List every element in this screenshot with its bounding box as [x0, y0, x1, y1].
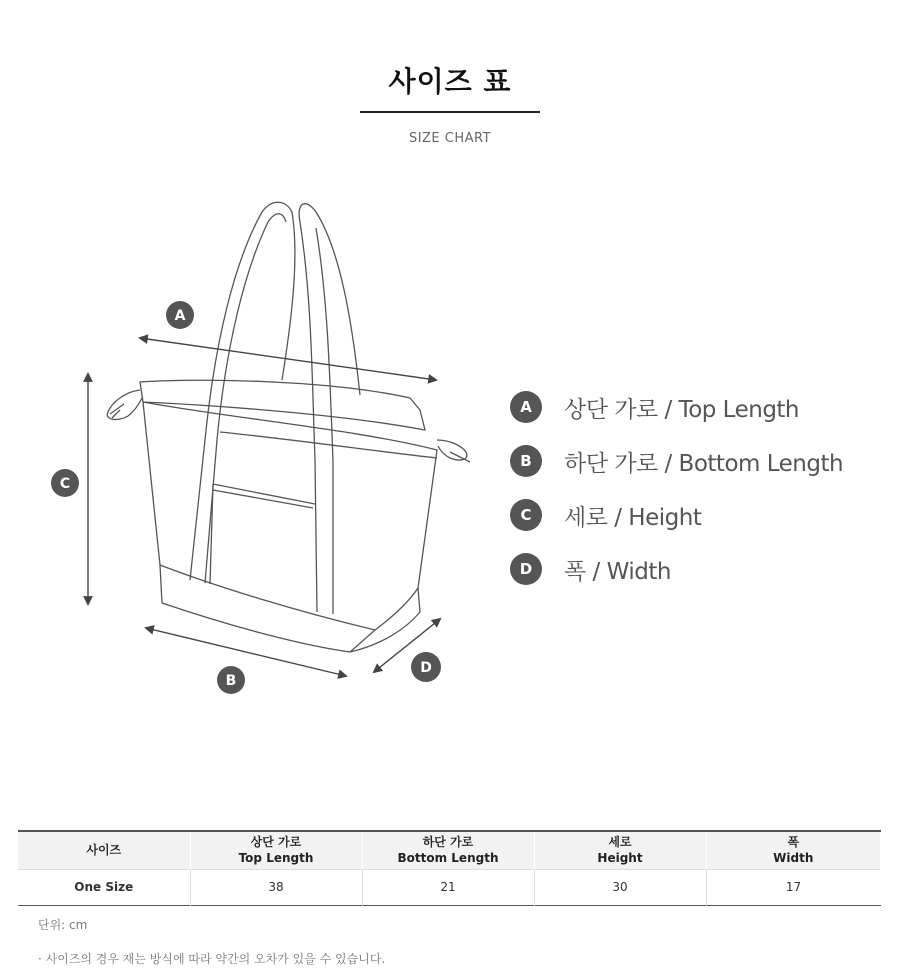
legend-label: 하단 가로 / Bottom Length — [564, 450, 844, 477]
bag-bottom — [160, 565, 420, 652]
legend-item-top-length — [510, 380, 843, 434]
legend-label: 세로 / Height — [564, 504, 702, 531]
page-title: 사이즈 표 — [388, 65, 512, 98]
measurement-legend — [510, 380, 843, 596]
bag-body — [143, 402, 437, 630]
cell-height: 30 — [534, 869, 706, 905]
header-ko: 폭 — [787, 835, 800, 850]
arrow-bottom-length — [146, 628, 346, 676]
header-en: Width — [773, 851, 814, 866]
header-bottom-length — [362, 831, 534, 869]
header-height — [534, 831, 706, 869]
marker-c-label: C — [59, 476, 71, 492]
cell-bottom-length: 21 — [362, 869, 534, 905]
title-divider — [360, 111, 540, 113]
header-en: Top Length — [238, 851, 314, 866]
marker-b-label: B — [225, 673, 237, 689]
cell-size: One Size — [18, 869, 190, 905]
size-table — [18, 830, 881, 906]
marker-a-label: A — [174, 308, 186, 324]
measurement-disclaimer: · 사이즈의 경우 재는 방식에 따라 약간의 오차가 있을 수 있습니다. — [38, 952, 386, 966]
legend-item-height — [510, 488, 843, 542]
legend-label: 상단 가로 / Top Length — [564, 396, 800, 423]
bag-pocket — [210, 484, 315, 584]
table-row — [18, 869, 881, 905]
legend-badge-a: A — [510, 391, 542, 423]
page-subtitle: SIZE CHART — [408, 131, 492, 146]
handle-right — [299, 204, 360, 460]
header-ko: 사이즈 — [86, 843, 122, 858]
cell-width: 17 — [706, 869, 881, 905]
marker-d — [411, 652, 441, 682]
legend-badge-c: C — [510, 499, 542, 531]
header-ko: 상단 가로 — [250, 835, 302, 850]
handle-left — [205, 202, 295, 440]
legend-item-bottom-length — [510, 434, 843, 488]
header-width — [706, 831, 881, 869]
legend-label: 폭 / Width — [564, 558, 671, 585]
header-ko: 하단 가로 — [422, 835, 474, 850]
header-en: Bottom Length — [397, 851, 499, 866]
marker-b — [217, 666, 245, 694]
header-ko: 세로 — [608, 835, 632, 850]
legend-badge-b: B — [510, 445, 542, 477]
marker-c — [51, 469, 79, 497]
unit-note: 단위: cm — [38, 918, 88, 932]
marker-a — [166, 301, 194, 329]
legend-badge-d: D — [510, 553, 542, 585]
cell-top-length: 38 — [190, 869, 362, 905]
legend-item-width — [510, 542, 843, 596]
header-top-length — [190, 831, 362, 869]
header-en: Height — [597, 851, 643, 866]
table-header-row — [18, 831, 881, 869]
marker-d-label: D — [420, 660, 432, 676]
header-size — [18, 831, 190, 869]
